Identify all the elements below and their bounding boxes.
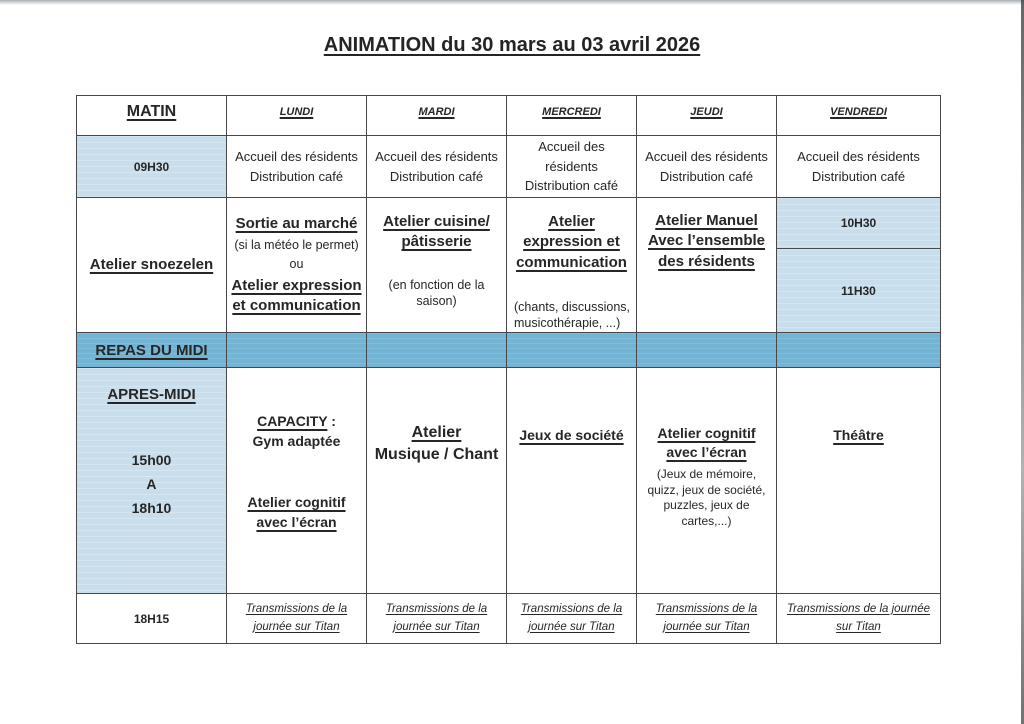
morning-cell-lundi [77,198,227,333]
header-cell-lundi [227,96,367,136]
afternoon-cell-mercredi [507,368,637,594]
activity-title: CAPACITY [257,413,328,429]
transmission-text: Transmissions de la journée sur Titan [787,602,930,633]
activity-title: Jeux de société [519,427,624,443]
afternoon-range-separator: A [146,475,157,492]
afternoon-cell-vendredi [777,368,941,594]
transmission-cell-mercredi [507,594,637,644]
morning-cell-jeudi [507,198,637,333]
afternoon-cell-lundi [227,368,367,594]
transmission-cell-jeudi [637,594,777,644]
jeudi-label: JEUDI [690,106,723,118]
time-0930-label: 09H30 [133,159,170,174]
document-title-text: ANIMATION du 30 mars au 03 avril 2026 [323,34,701,56]
time-1815-label: 18H15 [133,611,170,626]
activity-title: Atelier cognitif avec l’écran [657,425,756,460]
activity-title: Atelier cuisine/ pâtisserie [383,213,490,251]
schedule-table [76,95,941,644]
activity-title: Sortie au marché [235,214,358,232]
header-cell-jeudi [637,96,777,136]
repas-filler-jeudi [637,333,777,368]
accueil-cell-jeudi [637,136,777,198]
activity-subtitle: Gym adaptée [252,432,341,449]
activity-note: (en fonction de la saison) [388,277,485,308]
morning-cell-mardi [227,198,367,333]
activity-title-2: Atelier expression et communication [231,276,362,315]
accueil-text: Accueil des résidents Distribution café [375,149,498,184]
lundi-label: LUNDI [279,106,314,118]
activity-title: Atelier expression et communication [516,213,627,271]
accueil-text: Accueil des résidents Distribution café [524,139,619,194]
morning-cell-mercredi [367,198,507,333]
header-cell-mardi [367,96,507,136]
transmission-cell-vendredi [777,594,941,644]
matin-label: MATIN [126,103,177,120]
accueil-text: Accueil des résidents Distribution café [645,149,768,184]
activity-title: Atelier snoezelen [89,255,214,273]
activity-note: (si la météo le permet) [234,237,359,252]
transmission-text: Transmissions de la journée sur Titan [245,602,348,633]
activity-title-2: Atelier cognitif avec l’écran [247,494,346,530]
afternoon-end-time: 18h10 [131,499,172,516]
repas-filler-lundi [227,333,367,368]
afternoon-time-range [132,449,172,520]
time-1130-label: 11H30 [841,283,876,298]
header-cell-mercredi [507,96,637,136]
activity-title: Théâtre [833,427,884,443]
afternoon-label: APRES-MIDI [107,386,196,403]
activity-note: (Jeux de mémoire, quizz, jeux de société, puzzles, jeux de cartes,...) [647,466,766,529]
vendredi-label: VENDREDI [830,106,887,118]
activity-group-2 [231,493,362,532]
activity-conjunction: ou [289,257,304,272]
transmission-text: Transmissions de la journée sur Titan [655,602,758,633]
scan-edge-top [0,0,1024,5]
activity-group-1 [253,412,341,451]
activity-title-line1: Atelier [411,424,462,441]
time-cell-0930 [77,136,227,198]
afternoon-cell-mardi [367,368,507,594]
repas-banner-cell [77,333,227,368]
mardi-label: MARDI [418,106,455,118]
time-cell-1815 [77,594,227,644]
repas-filler-mercredi [507,333,637,368]
activity-title-line2: Musique / Chant [374,446,499,464]
time-cell-1030 [777,198,941,249]
repas-filler-vendredi [777,333,941,368]
header-cell-vendredi [777,96,941,136]
accueil-text: Accueil des résidents Distribution café [797,149,920,184]
afternoon-time-cell [77,368,227,594]
document-title [0,34,1024,57]
accueil-cell-mercredi [507,136,637,198]
activity-title-colon: : [327,413,336,429]
repas-label: REPAS DU MIDI [95,341,208,359]
repas-filler-mardi [367,333,507,368]
transmission-cell-mardi [367,594,507,644]
transmission-cell-lundi [227,594,367,644]
accueil-cell-mardi [367,136,507,198]
afternoon-start-time: 15h00 [131,452,172,468]
time-cell-1130 [777,249,941,333]
transmission-text: Transmissions de la journée sur Titan [385,602,488,633]
activity-note: (chants, discussions, musicothérapie, ...) [514,299,631,331]
header-cell-matin [77,96,227,136]
transmission-text: Transmissions de la journée sur Titan [520,602,623,633]
afternoon-cell-jeudi [637,368,777,594]
accueil-text: Accueil des résidents Distribution café [235,149,358,184]
activity-title: Atelier Manuel Avec l’ensemble des résidents [647,212,765,270]
mercredi-label: MERCREDI [542,106,601,118]
accueil-cell-lundi [227,136,367,198]
morning-cell-vendredi [637,198,777,333]
time-1030-label: 10H30 [840,216,877,230]
accueil-cell-vendredi [777,136,941,198]
